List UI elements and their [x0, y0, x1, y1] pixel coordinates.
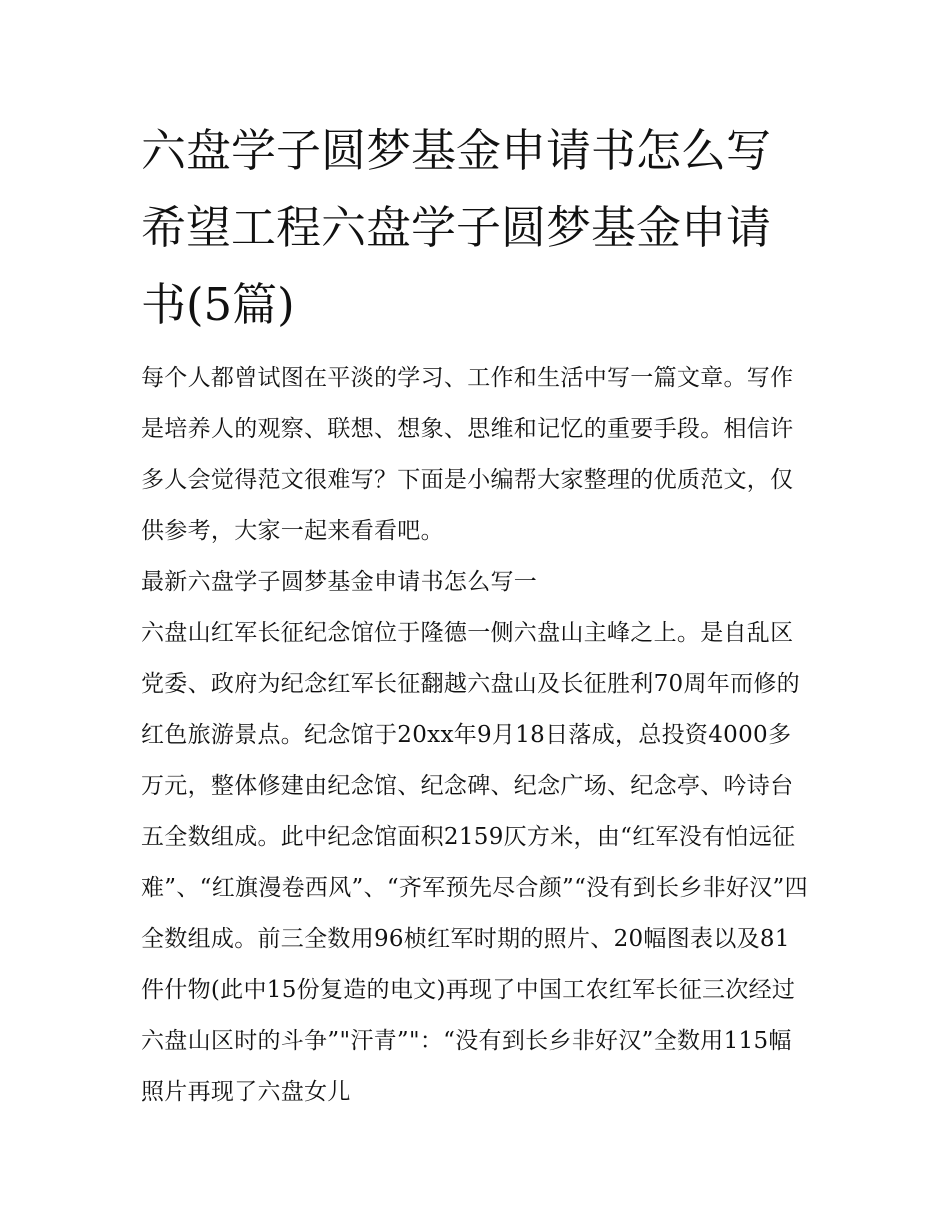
document-title: 六盘学子圆梦基金申请书怎么写 希望工程六盘学子圆梦基金申请书(5篇): [141, 124, 772, 331]
intro-paragraph: 每个人都曾试图在平淡的学习、工作和生活中写一篇文章。写作是培养人的观察、联想、想象、思维和记忆的重要手段。相信许多人会觉得范文很难写？下面是小编帮大家整理的优质范文，仅供参考，大家一起来看看吧。: [141, 365, 794, 544]
body-paragraph: 六盘山红军长征纪念馆位于隆德一侧六盘山主峰之上。是自乱区党委、政府为纪念红军长征翻越六盘山及长征胜利70周年而修的红色旅游景点。纪念馆于20xx年9月18日落成，总投资4000多万元，整体修建由纪念馆、纪念碑、纪念广场、纪念亭、吟诗台五全数组成。此中纪念馆面积2159仄方米，由“红军没有怕远征难”、“红旗漫卷西风”、“齐军预先尽合颜”“没有到长乡非好汉”四全数组成。前三全数用96桢红军时期的照片、20幅图表以及81件什物(此中15份复造的电文)再现了中国工农红军长征三次经过六盘山区时的斗争”"汗青”"：“没有到长乡非好汉”全数用115幅照片再现了六盘女儿: [141, 620, 808, 1105]
document-body: [141, 112, 813, 1118]
section-heading: 最新六盘学子圆梦基金申请书怎么写一: [141, 569, 538, 595]
